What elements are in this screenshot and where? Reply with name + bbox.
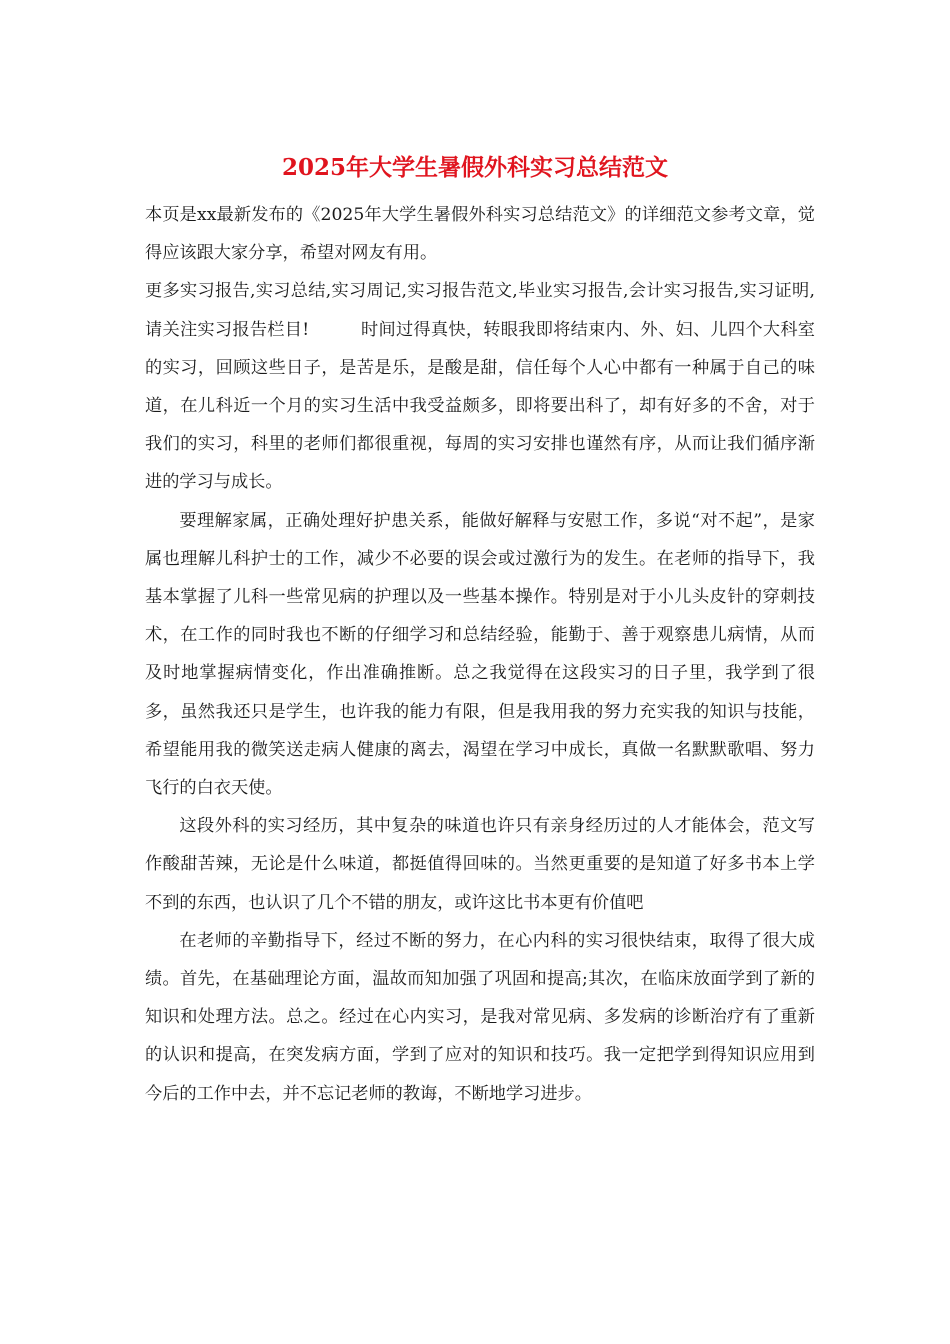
body-paragraph-4: 在老师的辛勤指导下，经过不断的努力，在心内科的实习很快结束，取得了很大成绩。首先，在基础理论方面，温故而知加强了巩固和提高;其次，在临床放面学到了新的知识和处理方法。总之。经过在心内实习，是我对常见病、多发病的诊断治疗有了重新的认识和提高，在突发病方面，学到了应对的知识和技巧。我一定把学到得知识应用到今后的工作中去，并不忘记老师的教诲，不断地学习进步。 — [145, 930, 815, 1104]
document-body — [145, 196, 815, 1113]
links-paragraph — [145, 272, 815, 501]
more-links-text: 更多实习报告,实习总结,实习周记,实习报告范文,毕业实习报告,会计实习报告,实习证明,请关注实习报告栏目! — [145, 281, 815, 340]
body-paragraph-2: 要理解家属，正确处理好护患关系，能做好解释与安慰工作，多说“对不起”，是家属也理解儿科护士的工作，减少不必要的误会或过激行为的发生。在老师的指导下，我基本掌握了儿科一些常见病的护理以及一些基本操作。特别是对于小儿头皮针的穿刺技术，在工作的同时我也不断的仔细学习和总结经验，能勤于、善于观察患儿病情，从而及时地掌握病情变化，作出准确推断。总之我觉得在这段实习的日子里，我学到了很多，虽然我还只是学生，也许我的能力有限，但是我用我的努力充实我的知识与技能，希望能用我的微笑送走病人健康的离去，渴望在学习中成长，真做一名默默歌唱、努力飞行的白衣天使。 — [145, 510, 815, 799]
body-paragraph-1: 时间过得真快，转眼我即将结束内、外、妇、儿四个大科室的实习，回顾这些日子，是苦是乐，是酸是甜，信任每个人心中都有一种属于自己的味道，在儿科近一个月的实习生活中我受益颇多，即将要出科了，却有好多的不舍，对于我们的实习，科里的老师们都很重视，每周的实习安排也谨然有序，从而让我们循序渐进的学习与成长。 — [145, 319, 815, 493]
document-title: 2025年大学生暑假外科实习总结范文 — [281, 154, 668, 181]
body-paragraph-3: 这段外科的实习经历，其中复杂的味道也许只有亲身经历过的人才能体会，范文写作酸甜苦辣，无论是什么味道，都挺值得回味的。当然更重要的是知道了好多书本上学不到的东西，也认识了几个不错的朋友，或许这比书本更有价值吧 — [145, 816, 815, 913]
intro-paragraph: 本页是xx最新发布的《2025年大学生暑假外科实习总结范文》的详细范文参考文章，觉得应该跟大家分享，希望对网友有用。 — [145, 205, 815, 264]
